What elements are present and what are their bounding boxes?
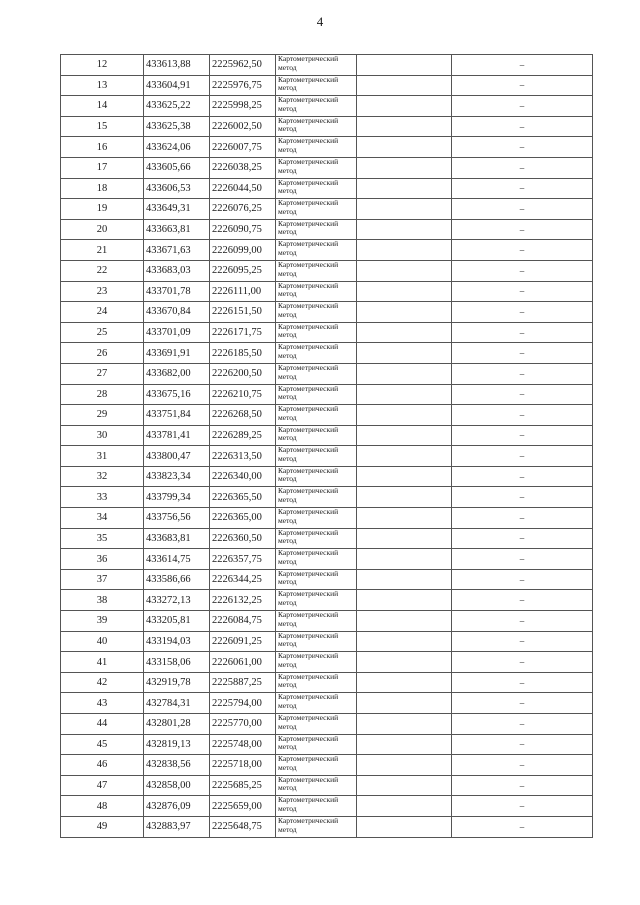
- point-number-cell: 42: [61, 672, 144, 693]
- x-coordinate-cell: 433624,06: [144, 137, 210, 158]
- y-coordinate-cell: 2226151,50: [210, 302, 276, 323]
- x-coordinate-cell: 433614,75: [144, 549, 210, 570]
- point-number-cell: 43: [61, 693, 144, 714]
- method-cell: Картометрический метод: [276, 652, 357, 673]
- method-cell: Картометрический метод: [276, 363, 357, 384]
- x-coordinate-cell: 432801,28: [144, 714, 210, 735]
- point-number-cell: 40: [61, 631, 144, 652]
- point-number-cell: 29: [61, 405, 144, 426]
- table-row: [61, 116, 593, 137]
- x-coordinate-cell: 433823,34: [144, 466, 210, 487]
- dash-mark-cell: –: [452, 322, 593, 343]
- method-cell: Картометрический метод: [276, 55, 357, 76]
- table-row: [61, 631, 593, 652]
- table-row: [61, 672, 593, 693]
- method-cell: Картометрический метод: [276, 775, 357, 796]
- table-row: [61, 240, 593, 261]
- method-cell: Картометрический метод: [276, 75, 357, 96]
- point-number-cell: 19: [61, 199, 144, 220]
- y-coordinate-cell: 2226365,00: [210, 508, 276, 529]
- dash-mark-cell: –: [452, 590, 593, 611]
- x-coordinate-cell: 432858,00: [144, 775, 210, 796]
- y-coordinate-cell: 2226061,00: [210, 652, 276, 673]
- point-number-cell: 49: [61, 816, 144, 837]
- point-number-cell: 26: [61, 343, 144, 364]
- point-number-cell: 44: [61, 714, 144, 735]
- table-row: [61, 178, 593, 199]
- y-coordinate-cell: 2226313,50: [210, 446, 276, 467]
- dash-mark-cell: –: [452, 569, 593, 590]
- dash-mark-cell: –: [452, 240, 593, 261]
- x-coordinate-cell: 433605,66: [144, 157, 210, 178]
- x-coordinate-cell: 433671,63: [144, 240, 210, 261]
- table-row: [61, 508, 593, 529]
- x-coordinate-cell: 433675,16: [144, 384, 210, 405]
- method-cell: Картометрический метод: [276, 384, 357, 405]
- empty-cell: [357, 549, 452, 570]
- point-number-cell: 20: [61, 219, 144, 240]
- point-number-cell: 37: [61, 569, 144, 590]
- x-coordinate-cell: 433158,06: [144, 652, 210, 673]
- point-number-cell: 25: [61, 322, 144, 343]
- table-row: [61, 590, 593, 611]
- y-coordinate-cell: 2225659,00: [210, 796, 276, 817]
- method-cell: Картометрический метод: [276, 157, 357, 178]
- y-coordinate-cell: 2226171,75: [210, 322, 276, 343]
- y-coordinate-cell: 2226340,00: [210, 466, 276, 487]
- x-coordinate-cell: 433781,41: [144, 425, 210, 446]
- method-cell: Картометрический метод: [276, 116, 357, 137]
- point-number-cell: 13: [61, 75, 144, 96]
- method-cell: Картометрический метод: [276, 137, 357, 158]
- x-coordinate-cell: 433756,56: [144, 508, 210, 529]
- dash-mark-cell: –: [452, 363, 593, 384]
- dash-mark-cell: –: [452, 55, 593, 76]
- y-coordinate-cell: 2226344,25: [210, 569, 276, 590]
- table-row: [61, 775, 593, 796]
- dash-mark-cell: –: [452, 343, 593, 364]
- table-row: [61, 425, 593, 446]
- page-number: 4: [316, 14, 324, 29]
- x-coordinate-cell: 433701,78: [144, 281, 210, 302]
- y-coordinate-cell: 2225887,25: [210, 672, 276, 693]
- y-coordinate-cell: 2226268,50: [210, 405, 276, 426]
- table-row: [61, 652, 593, 673]
- table-row: [61, 549, 593, 570]
- table-row: [61, 734, 593, 755]
- x-coordinate-cell: 433194,03: [144, 631, 210, 652]
- empty-cell: [357, 219, 452, 240]
- empty-cell: [357, 281, 452, 302]
- empty-cell: [357, 508, 452, 529]
- dash-mark-cell: –: [452, 384, 593, 405]
- x-coordinate-cell: 432838,56: [144, 755, 210, 776]
- point-number-cell: 32: [61, 466, 144, 487]
- y-coordinate-cell: 2226091,25: [210, 631, 276, 652]
- dash-mark-cell: –: [452, 528, 593, 549]
- method-cell: Картометрический метод: [276, 446, 357, 467]
- method-cell: Картометрический метод: [276, 219, 357, 240]
- empty-cell: [357, 734, 452, 755]
- x-coordinate-cell: 433663,81: [144, 219, 210, 240]
- x-coordinate-cell: 432883,97: [144, 816, 210, 837]
- empty-cell: [357, 446, 452, 467]
- method-cell: Картометрический метод: [276, 178, 357, 199]
- point-number-cell: 31: [61, 446, 144, 467]
- table-row: [61, 816, 593, 837]
- table-row: [61, 405, 593, 426]
- empty-cell: [357, 714, 452, 735]
- dash-mark-cell: –: [452, 734, 593, 755]
- method-cell: Картометрический метод: [276, 569, 357, 590]
- point-number-cell: 28: [61, 384, 144, 405]
- point-number-cell: 47: [61, 775, 144, 796]
- point-number-cell: 35: [61, 528, 144, 549]
- y-coordinate-cell: 2226132,25: [210, 590, 276, 611]
- dash-mark-cell: –: [452, 137, 593, 158]
- y-coordinate-cell: 2226007,75: [210, 137, 276, 158]
- dash-mark-cell: –: [452, 652, 593, 673]
- method-cell: Картометрический метод: [276, 734, 357, 755]
- table-row: [61, 714, 593, 735]
- table-row: [61, 157, 593, 178]
- table-row: [61, 363, 593, 384]
- y-coordinate-cell: 2226185,50: [210, 343, 276, 364]
- dash-mark-cell: –: [452, 775, 593, 796]
- method-cell: Картометрический метод: [276, 302, 357, 323]
- table-row: [61, 384, 593, 405]
- method-cell: Картометрический метод: [276, 343, 357, 364]
- y-coordinate-cell: 2226038,25: [210, 157, 276, 178]
- method-cell: Картометрический метод: [276, 755, 357, 776]
- method-cell: Картометрический метод: [276, 199, 357, 220]
- empty-cell: [357, 755, 452, 776]
- y-coordinate-cell: 2225770,00: [210, 714, 276, 735]
- dash-mark-cell: –: [452, 260, 593, 281]
- method-cell: Картометрический метод: [276, 487, 357, 508]
- dash-mark-cell: –: [452, 75, 593, 96]
- empty-cell: [357, 672, 452, 693]
- empty-cell: [357, 816, 452, 837]
- dash-mark-cell: –: [452, 199, 593, 220]
- point-number-cell: 17: [61, 157, 144, 178]
- table-row: [61, 528, 593, 549]
- table-row: [61, 75, 593, 96]
- table-row: [61, 446, 593, 467]
- y-coordinate-cell: 2225998,25: [210, 96, 276, 117]
- x-coordinate-cell: 433751,84: [144, 405, 210, 426]
- empty-cell: [357, 425, 452, 446]
- x-coordinate-cell: 432784,31: [144, 693, 210, 714]
- dash-mark-cell: –: [452, 219, 593, 240]
- empty-cell: [357, 157, 452, 178]
- empty-cell: [357, 405, 452, 426]
- empty-cell: [357, 631, 452, 652]
- y-coordinate-cell: 2226111,00: [210, 281, 276, 302]
- y-coordinate-cell: 2226002,50: [210, 116, 276, 137]
- dash-mark-cell: –: [452, 549, 593, 570]
- dash-mark-cell: –: [452, 631, 593, 652]
- method-cell: Картометрический метод: [276, 322, 357, 343]
- empty-cell: [357, 75, 452, 96]
- point-number-cell: 33: [61, 487, 144, 508]
- dash-mark-cell: –: [452, 755, 593, 776]
- empty-cell: [357, 611, 452, 632]
- dash-mark-cell: –: [452, 796, 593, 817]
- method-cell: Картометрический метод: [276, 714, 357, 735]
- dash-mark-cell: –: [452, 157, 593, 178]
- point-number-cell: 22: [61, 260, 144, 281]
- empty-cell: [357, 590, 452, 611]
- empty-cell: [357, 466, 452, 487]
- y-coordinate-cell: 2225685,25: [210, 775, 276, 796]
- empty-cell: [357, 178, 452, 199]
- dash-mark-cell: –: [452, 116, 593, 137]
- y-coordinate-cell: 2226200,50: [210, 363, 276, 384]
- dash-mark-cell: –: [452, 302, 593, 323]
- x-coordinate-cell: 433683,81: [144, 528, 210, 549]
- x-coordinate-cell: 433272,13: [144, 590, 210, 611]
- method-cell: Картометрический метод: [276, 281, 357, 302]
- dash-mark-cell: –: [452, 714, 593, 735]
- dash-mark-cell: –: [452, 672, 593, 693]
- point-number-cell: 12: [61, 55, 144, 76]
- empty-cell: [357, 652, 452, 673]
- table-row: [61, 611, 593, 632]
- y-coordinate-cell: 2226357,75: [210, 549, 276, 570]
- point-number-cell: 45: [61, 734, 144, 755]
- y-coordinate-cell: 2226076,25: [210, 199, 276, 220]
- table-row: [61, 137, 593, 158]
- method-cell: Картометрический метод: [276, 549, 357, 570]
- y-coordinate-cell: 2225794,00: [210, 693, 276, 714]
- point-number-cell: 38: [61, 590, 144, 611]
- dash-mark-cell: –: [452, 466, 593, 487]
- dash-mark-cell: –: [452, 508, 593, 529]
- x-coordinate-cell: 432876,09: [144, 796, 210, 817]
- method-cell: Картометрический метод: [276, 631, 357, 652]
- x-coordinate-cell: 433691,91: [144, 343, 210, 364]
- x-coordinate-cell: 433205,81: [144, 611, 210, 632]
- empty-cell: [357, 775, 452, 796]
- table-row: [61, 466, 593, 487]
- y-coordinate-cell: 2226289,25: [210, 425, 276, 446]
- method-cell: Картометрический метод: [276, 796, 357, 817]
- x-coordinate-cell: 433800,47: [144, 446, 210, 467]
- table-row: [61, 199, 593, 220]
- point-number-cell: 48: [61, 796, 144, 817]
- point-number-cell: 16: [61, 137, 144, 158]
- empty-cell: [357, 240, 452, 261]
- empty-cell: [357, 199, 452, 220]
- point-number-cell: 23: [61, 281, 144, 302]
- table-row: [61, 219, 593, 240]
- dash-mark-cell: –: [452, 281, 593, 302]
- y-coordinate-cell: 2225962,50: [210, 55, 276, 76]
- point-number-cell: 24: [61, 302, 144, 323]
- dash-mark-cell: –: [452, 96, 593, 117]
- empty-cell: [357, 528, 452, 549]
- point-number-cell: 36: [61, 549, 144, 570]
- method-cell: Картометрический метод: [276, 240, 357, 261]
- table-row: [61, 796, 593, 817]
- y-coordinate-cell: 2226210,75: [210, 384, 276, 405]
- method-cell: Картометрический метод: [276, 816, 357, 837]
- dash-mark-cell: –: [452, 611, 593, 632]
- table-row: [61, 96, 593, 117]
- empty-cell: [357, 569, 452, 590]
- dash-mark-cell: –: [452, 425, 593, 446]
- x-coordinate-cell: 433683,03: [144, 260, 210, 281]
- x-coordinate-cell: 433625,38: [144, 116, 210, 137]
- empty-cell: [357, 384, 452, 405]
- point-number-cell: 15: [61, 116, 144, 137]
- method-cell: Картометрический метод: [276, 508, 357, 529]
- method-cell: Картометрический метод: [276, 405, 357, 426]
- dash-mark-cell: –: [452, 178, 593, 199]
- empty-cell: [357, 487, 452, 508]
- empty-cell: [357, 796, 452, 817]
- method-cell: Картометрический метод: [276, 466, 357, 487]
- x-coordinate-cell: 432919,78: [144, 672, 210, 693]
- point-number-cell: 39: [61, 611, 144, 632]
- empty-cell: [357, 322, 452, 343]
- table-body: [61, 55, 593, 838]
- y-coordinate-cell: 2225718,00: [210, 755, 276, 776]
- y-coordinate-cell: 2226099,00: [210, 240, 276, 261]
- method-cell: Картометрический метод: [276, 590, 357, 611]
- x-coordinate-cell: 433606,53: [144, 178, 210, 199]
- y-coordinate-cell: 2226360,50: [210, 528, 276, 549]
- point-number-cell: 27: [61, 363, 144, 384]
- dash-mark-cell: –: [452, 405, 593, 426]
- method-cell: Картометрический метод: [276, 528, 357, 549]
- dash-mark-cell: –: [452, 446, 593, 467]
- point-number-cell: 21: [61, 240, 144, 261]
- dash-mark-cell: –: [452, 816, 593, 837]
- y-coordinate-cell: 2226090,75: [210, 219, 276, 240]
- dash-mark-cell: –: [452, 693, 593, 714]
- x-coordinate-cell: 433586,66: [144, 569, 210, 590]
- x-coordinate-cell: 432819,13: [144, 734, 210, 755]
- table-row: [61, 322, 593, 343]
- coordinates-table: [60, 54, 593, 838]
- y-coordinate-cell: 2226044,50: [210, 178, 276, 199]
- x-coordinate-cell: 433613,88: [144, 55, 210, 76]
- empty-cell: [357, 260, 452, 281]
- x-coordinate-cell: 433604,91: [144, 75, 210, 96]
- table-row: [61, 281, 593, 302]
- point-number-cell: 46: [61, 755, 144, 776]
- empty-cell: [357, 137, 452, 158]
- empty-cell: [357, 302, 452, 323]
- x-coordinate-cell: 433682,00: [144, 363, 210, 384]
- x-coordinate-cell: 433649,31: [144, 199, 210, 220]
- point-number-cell: 14: [61, 96, 144, 117]
- table-row: [61, 487, 593, 508]
- y-coordinate-cell: 2226365,50: [210, 487, 276, 508]
- method-cell: Картометрический метод: [276, 672, 357, 693]
- point-number-cell: 30: [61, 425, 144, 446]
- table-row: [61, 693, 593, 714]
- method-cell: Картометрический метод: [276, 260, 357, 281]
- point-number-cell: 34: [61, 508, 144, 529]
- y-coordinate-cell: 2226084,75: [210, 611, 276, 632]
- empty-cell: [357, 96, 452, 117]
- point-number-cell: 18: [61, 178, 144, 199]
- table-row: [61, 343, 593, 364]
- method-cell: Картометрический метод: [276, 611, 357, 632]
- method-cell: Картометрический метод: [276, 693, 357, 714]
- method-cell: Картометрический метод: [276, 96, 357, 117]
- y-coordinate-cell: 2225648,75: [210, 816, 276, 837]
- table-row: [61, 260, 593, 281]
- empty-cell: [357, 693, 452, 714]
- x-coordinate-cell: 433799,34: [144, 487, 210, 508]
- y-coordinate-cell: 2225976,75: [210, 75, 276, 96]
- table-row: [61, 302, 593, 323]
- empty-cell: [357, 363, 452, 384]
- y-coordinate-cell: 2225748,00: [210, 734, 276, 755]
- y-coordinate-cell: 2226095,25: [210, 260, 276, 281]
- table-row: [61, 55, 593, 76]
- x-coordinate-cell: 433701,09: [144, 322, 210, 343]
- empty-cell: [357, 343, 452, 364]
- point-number-cell: 41: [61, 652, 144, 673]
- x-coordinate-cell: 433670,84: [144, 302, 210, 323]
- method-cell: Картометрический метод: [276, 425, 357, 446]
- table-row: [61, 755, 593, 776]
- empty-cell: [357, 55, 452, 76]
- empty-cell: [357, 116, 452, 137]
- dash-mark-cell: –: [452, 487, 593, 508]
- table-row: [61, 569, 593, 590]
- x-coordinate-cell: 433625,22: [144, 96, 210, 117]
